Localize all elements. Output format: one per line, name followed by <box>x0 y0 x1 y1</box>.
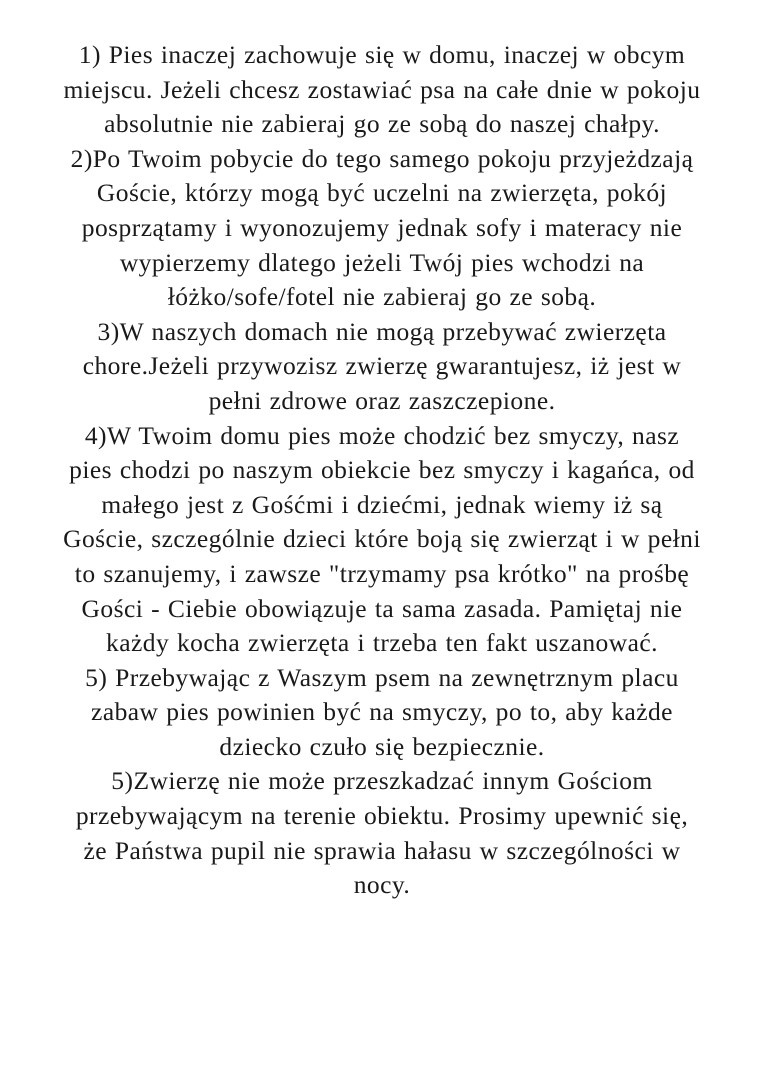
rule-3-line-2: chore.Jeżeli przywozisz zwierzę gwarantujesz, iż jest w <box>82 351 682 381</box>
rule-4-line-7: każdy kocha zwierzęta i trzeba ten fakt uszanować. <box>106 628 658 658</box>
rule-3-line-3: pełni zdrowe oraz zaszczepione. <box>208 385 556 415</box>
rule-5-line-1: 5) Przebywając z Waszym psem na zewnętrznym placu <box>85 662 679 692</box>
rule-4-line-2: pies chodzi po naszym obiekcie bez smyczy i kagańca, od <box>69 455 695 485</box>
rule-4-line-4: Goście, szczególnie dzieci które boją się zwierząt i w pełni <box>63 524 701 554</box>
rule-5-line-2: zabaw pies powinien być na smyczy, po to, aby każde <box>91 697 673 727</box>
rule-4-line-1: 4)W Twoim domu pies może chodzić bez smyczy, nasz <box>84 420 680 450</box>
rule-6-line-1: 5)Zwierzę nie może przeszkadzać innym Gościom <box>111 766 653 796</box>
rule-2-line-4: wypierzemy dlatego jeżeli Twój pies wchodzi na <box>119 247 645 277</box>
rule-2-line-3: posprzątamy i wyonozujemy jednak sofy i materacy nie <box>81 212 683 242</box>
rule-6-line-3: że Państwa pupil nie sprawia hałasu w szczególności w <box>83 835 681 865</box>
rule-4-line-5: to szanujemy, i zawsze "trzymamy psa krótko" na prośbę <box>74 558 690 588</box>
rule-1-line-2: miejscu. Jeżeli chcesz zostawiać psa na całe dnie w pokoju <box>63 74 701 104</box>
rules-document <box>0 38 764 903</box>
rule-2-line-1: 2)Po Twoim pobycie do tego samego pokoju przyjeżdzają <box>70 143 694 173</box>
rule-6-line-2: przebywającym na terenie obiektu. Prosimy upewnić się, <box>75 801 689 831</box>
rule-1-line-3: absolutnie nie zabieraj go ze sobą do naszej chałpy. <box>104 109 660 139</box>
rule-6-line-4: nocy. <box>353 870 411 900</box>
rule-2-line-2: Goście, którzy mogą być uczelni na zwierzęta, pokój <box>96 178 668 208</box>
rule-1-line-1: 1) Pies inaczej zachowuje się w domu, inaczej w obcym <box>78 40 686 69</box>
rule-4-line-3: małego jest z Gośćmi i dziećmi, jednak wiemy iż są <box>101 489 663 519</box>
rule-5-line-3: dziecko czuło się bezpiecznie. <box>219 731 545 761</box>
rule-3-line-1: 3)W naszych domach nie mogą przebywać zwierzęta <box>97 316 667 346</box>
rule-2-line-5: łóżko/sofe/fotel nie zabieraj go ze sobą. <box>167 282 597 312</box>
rule-4-line-6: Gości - Ciebie obowiązuje ta sama zasada. Pamiętaj nie <box>81 593 683 623</box>
